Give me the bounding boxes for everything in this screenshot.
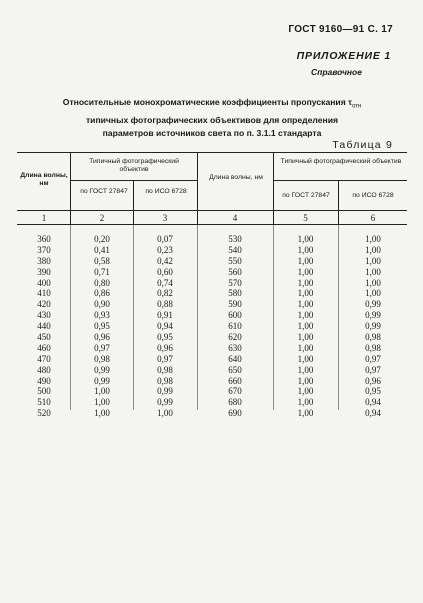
gost-value-cell: 1,00	[297, 277, 314, 288]
gost-value-cell: 0,20	[94, 234, 110, 244]
iso-value-cell: 0,95	[365, 386, 381, 397]
gost-value-cell: 0,99	[94, 375, 110, 386]
iso-value-cell: 0,07	[157, 234, 173, 244]
wavelength-cell: 630	[228, 342, 242, 353]
iso-value-cell: 0,96	[365, 375, 381, 386]
wavelength-cell: 680	[228, 397, 242, 408]
rule-top	[17, 152, 407, 153]
colnum-5: 5	[303, 213, 308, 223]
iso-value-cell: 0,97	[365, 353, 381, 364]
wavelength-cell: 500	[37, 386, 51, 397]
iso-value-cell: 0,99	[157, 397, 173, 408]
table-number: Таблица 9	[332, 139, 393, 151]
gost-value-cell: 1,00	[94, 408, 110, 419]
header-wavelength-right: Длина волны, нм	[209, 174, 263, 181]
wavelength-cell: 660	[228, 375, 242, 386]
iso-value-cell: 0,60	[157, 266, 173, 277]
iso-value-cell: 0,74	[157, 277, 173, 288]
wavelength-cell: 620	[228, 332, 242, 343]
header-typical-lens: Типичный фотографический объектив	[89, 158, 179, 173]
iso-value-cell: 1,00	[365, 255, 381, 266]
iso-value-cell: 1,00	[365, 277, 381, 288]
colnum-6: 6	[370, 213, 376, 223]
gost-value-cell: 1,00	[297, 332, 314, 343]
iso-value-cell: 0,23	[157, 244, 173, 255]
wavelength-cell: 370	[37, 244, 51, 255]
column-wavelength-left	[19, 234, 69, 419]
title-line-1: Относительные монохроматические коэффициенты пропускания $\tau_{отн}$	[62, 97, 362, 110]
iso-value-cell: 0,94	[157, 321, 173, 332]
standard-reference: ГОСТ 9160—91 С. 17	[288, 24, 393, 35]
iso-value-cell: 0,98	[365, 332, 381, 343]
colnum-2: 2	[99, 213, 105, 223]
header-iso-right: по ИСО 6728	[352, 192, 394, 199]
gost-value-cell: 1,00	[297, 244, 314, 255]
appendix-heading: ПРИЛОЖЕНИЕ 1	[296, 50, 391, 62]
wavelength-cell: 610	[228, 321, 242, 332]
table-title	[24, 96, 400, 140]
gost-value-cell: 1,00	[297, 310, 314, 321]
tau-subscript: отн	[351, 103, 362, 110]
iso-value-cell: 0,97	[157, 353, 173, 364]
header-typical-lens-right: Типичный фотографический объектив	[280, 158, 402, 165]
rule-colnum-bottom	[17, 224, 407, 225]
gost-value-cell: 1,00	[297, 288, 314, 299]
gost-value-cell: 1,00	[297, 266, 314, 277]
wavelength-cell: 570	[228, 277, 242, 288]
wavelength-cell: 460	[37, 342, 51, 353]
gost-value-cell: 0,97	[94, 342, 110, 353]
gost-value-cell: 1,00	[297, 386, 314, 397]
iso-value-cell: 0,95	[157, 332, 173, 343]
column-gost-right	[274, 234, 337, 419]
gost-value-cell: 1,00	[297, 397, 314, 408]
gost-value-cell: 0,80	[94, 277, 110, 288]
iso-value-cell: 0,99	[157, 386, 173, 397]
wavelength-cell: 390	[37, 266, 51, 277]
wavelength-cell: 450	[37, 332, 51, 343]
rule-subheader-right	[273, 180, 407, 181]
gost-value-cell: 0,86	[94, 288, 110, 299]
gost-value-cell: 1,00	[297, 408, 314, 419]
header-gost-right: по ГОСТ 27847	[282, 192, 330, 199]
wavelength-cell: 510	[37, 397, 51, 408]
gost-value-cell: 0,71	[94, 266, 110, 277]
gost-value-cell: 1,00	[297, 364, 314, 375]
wavelength-cell: 670	[228, 386, 242, 397]
rule-header-bottom	[17, 210, 407, 211]
gost-value-cell: 0,96	[94, 332, 110, 343]
wavelength-cell: 420	[37, 299, 51, 310]
iso-value-cell: 0,82	[157, 288, 173, 299]
wavelength-cell: 690	[228, 408, 242, 419]
header-iso: по ИСО 6728	[145, 188, 187, 195]
appendix-note: Справочное	[311, 67, 362, 77]
iso-value-cell: 0,98	[157, 364, 173, 375]
iso-value-cell: 0,99	[365, 310, 381, 321]
gost-value-cell: 0,98	[94, 353, 110, 364]
wavelength-cell: 400	[37, 277, 51, 288]
colnum-3: 3	[162, 213, 168, 223]
iso-value-cell: 1,00	[157, 408, 173, 419]
iso-value-cell: 1,00	[365, 288, 381, 299]
wavelength-cell: 360	[37, 234, 51, 244]
gost-value-cell: 0,93	[94, 310, 110, 321]
gost-value-cell: 1,00	[297, 342, 314, 353]
iso-value-cell: 0,98	[157, 375, 173, 386]
iso-value-cell: 0,94	[365, 397, 381, 408]
gost-value-cell: 0,41	[94, 244, 110, 255]
column-gost-left	[71, 234, 133, 419]
colnum-4: 4	[232, 213, 238, 223]
gost-value-cell: 1,00	[297, 375, 314, 386]
column-iso-left	[134, 234, 196, 419]
iso-value-cell: 1,00	[365, 234, 381, 244]
wavelength-cell: 470	[37, 353, 51, 364]
wavelength-cell: 490	[37, 375, 51, 386]
column-iso-right	[339, 234, 407, 419]
header-gost: по ГОСТ 27847	[80, 188, 128, 195]
iso-value-cell: 0,98	[365, 342, 381, 353]
wavelength-cell: 530	[228, 234, 242, 244]
iso-value-cell: 0,91	[157, 310, 173, 321]
wavelength-cell: 380	[37, 255, 51, 266]
title-line-2: типичных фотографических объективов для определения	[85, 114, 339, 125]
iso-value-cell: 0,97	[365, 364, 381, 375]
wavelength-cell: 640	[228, 353, 242, 364]
wavelength-cell: 550	[228, 255, 242, 266]
gost-value-cell: 0,95	[94, 321, 110, 332]
wavelength-cell: 540	[228, 244, 242, 255]
gost-value-cell: 1,00	[297, 255, 314, 266]
wavelength-cell: 580	[228, 288, 242, 299]
gost-value-cell: 1,00	[94, 397, 110, 408]
gost-value-cell: 1,00	[94, 386, 110, 397]
wavelength-cell: 480	[37, 364, 51, 375]
colnum-1: 1	[41, 213, 47, 223]
wavelength-cell: 430	[37, 310, 51, 321]
iso-value-cell: 0,88	[157, 299, 173, 310]
iso-value-cell: 0,99	[365, 299, 381, 310]
iso-value-cell: 0,94	[365, 408, 381, 419]
wavelength-cell: 650	[228, 364, 242, 375]
title-line-3: параметров источников света по п. 3.1.1 стандарта	[102, 127, 322, 138]
iso-value-cell: 1,00	[365, 266, 381, 277]
header-wavelength: Длина волны, нм	[20, 172, 68, 187]
gost-value-cell: 0,99	[94, 364, 110, 375]
iso-value-cell: 0,99	[365, 321, 381, 332]
column-wavelength-right	[198, 234, 272, 419]
gost-value-cell: 1,00	[297, 299, 314, 310]
wavelength-cell: 410	[37, 288, 51, 299]
gost-value-cell: 1,00	[297, 353, 314, 364]
iso-value-cell: 0,96	[157, 342, 173, 353]
wavelength-cell: 520	[37, 408, 51, 419]
iso-value-cell: 0,42	[157, 255, 173, 266]
gost-value-cell: 0,90	[94, 299, 110, 310]
wavelength-cell: 440	[37, 321, 51, 332]
gost-value-cell: 0,58	[94, 255, 110, 266]
gost-value-cell: 1,00	[297, 234, 314, 244]
iso-value-cell: 1,00	[365, 244, 381, 255]
wavelength-cell: 590	[228, 299, 242, 310]
wavelength-cell: 560	[228, 266, 242, 277]
wavelength-cell: 600	[228, 310, 242, 321]
gost-value-cell: 1,00	[297, 321, 314, 332]
